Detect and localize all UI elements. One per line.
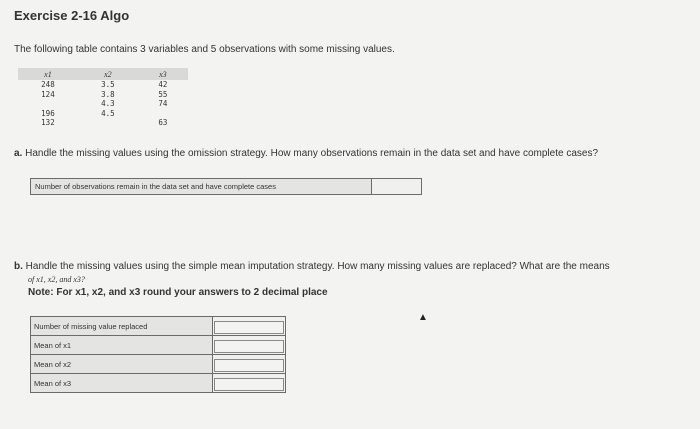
column-header: x2	[78, 68, 138, 80]
table-cell: 42	[158, 80, 168, 89]
answer-a-label: Number of observations remain in the data set and have complete cases	[35, 182, 276, 191]
answer-b-label: Mean of x2	[31, 355, 213, 374]
table-cell: 74	[158, 99, 168, 108]
question-a-text: Handle the missing values using the omission strategy. How many observations remain in the data set and have complete cases?	[25, 148, 599, 159]
table-cell: 3.5	[101, 80, 115, 89]
answer-a-input[interactable]	[371, 179, 421, 194]
table-cell	[138, 109, 188, 119]
table-row	[31, 336, 286, 355]
answer-a-box	[30, 178, 422, 195]
table-row	[31, 355, 286, 374]
answer-b-label: Number of missing value replaced	[31, 317, 213, 336]
table-cell	[18, 99, 78, 109]
column-header: x1	[18, 68, 78, 80]
table-row	[31, 374, 286, 393]
missing-count-input[interactable]	[214, 321, 284, 334]
table-row	[18, 109, 188, 119]
note-label: Note:	[28, 287, 54, 298]
table-cell: 132	[41, 118, 55, 127]
answer-b-table	[30, 316, 286, 393]
table-cell: 63	[158, 118, 168, 127]
column-header: x3	[138, 68, 188, 80]
data-table	[18, 68, 188, 128]
answer-b-label: Mean of x3	[31, 374, 213, 393]
intro-text: The following table contains 3 variables and 5 observations with some missing values.	[14, 44, 395, 55]
mean-x3-input[interactable]	[214, 378, 284, 391]
table-header-row	[18, 68, 188, 80]
table-cell: 248	[41, 80, 55, 89]
table-row	[18, 99, 188, 109]
table-cell: 55	[158, 89, 168, 99]
note-text: For x1, x2, and x3 round your answers to 2 decimal place	[56, 287, 328, 298]
answer-b-label: Mean of x1	[31, 336, 213, 355]
table-cell: 3.8	[101, 89, 115, 99]
page-title: Exercise 2-16 Algo	[14, 8, 130, 23]
table-cell	[78, 118, 138, 128]
question-a	[14, 148, 598, 159]
mean-x1-input[interactable]	[214, 340, 284, 353]
mouse-cursor-icon: ▲	[418, 312, 428, 323]
table-cell: 124	[41, 89, 55, 99]
question-b-label: b.	[14, 261, 23, 272]
table-cell: 196	[41, 108, 55, 118]
table-row	[18, 80, 188, 90]
table-cell: 4.5	[101, 108, 115, 118]
table-row	[31, 317, 286, 336]
question-a-label: a.	[14, 148, 23, 159]
table-row	[18, 118, 188, 128]
table-cell: 4.3	[101, 99, 115, 108]
question-b-text-2: of x1, x2, and x3?	[28, 275, 85, 284]
table-row	[18, 90, 188, 100]
question-b	[14, 260, 684, 299]
question-b-text-1: Handle the missing values using the simple mean imputation strategy. How many missing values are replaced? What are the means	[25, 261, 610, 272]
mean-x2-input[interactable]	[214, 359, 284, 372]
